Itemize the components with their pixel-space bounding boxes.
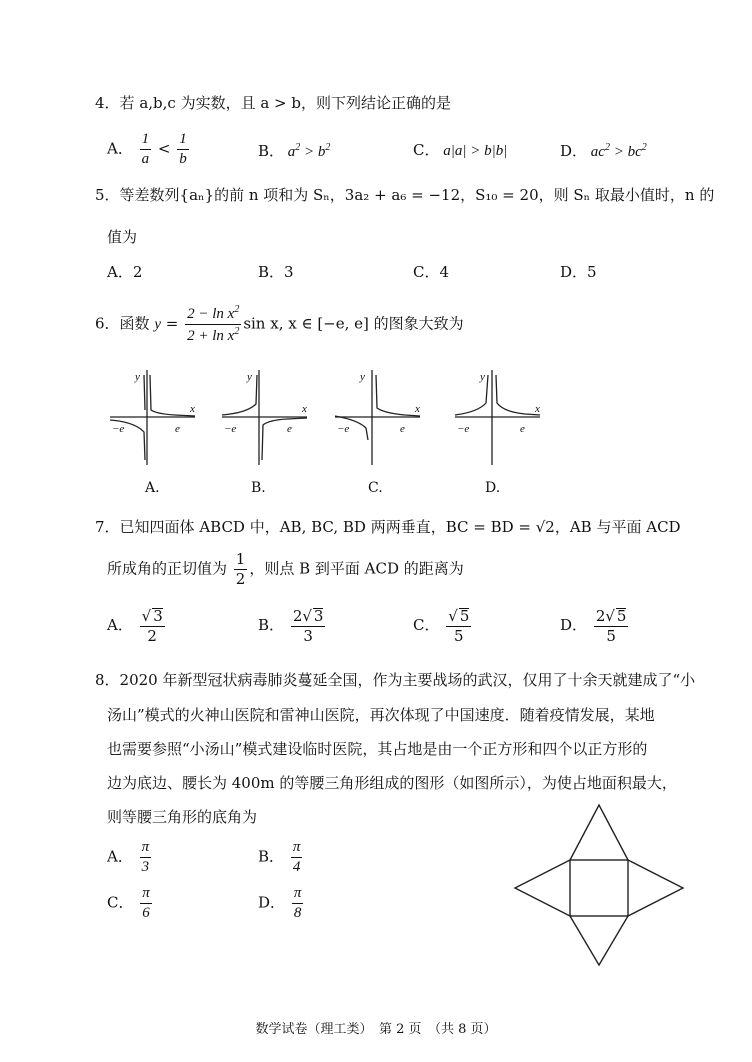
svg-text:x: x xyxy=(302,403,307,415)
graph-label-a: A. xyxy=(145,480,160,496)
graph-label-c: C. xyxy=(368,480,383,496)
q5-option-d: D．5 xyxy=(560,263,597,281)
graph-a xyxy=(110,370,195,465)
q5-stem-line1: 5．等差数列{aₙ}的前 n 项和为 Sₙ，3a₂ + a₆ = −12，S₁₀ = 20，则 Sₙ 取最小值时，n 的 xyxy=(95,186,715,204)
q6-stem: 6．函数 y = $\frac{2 - \ln x^2}{2 + \ln x^2}$ sin x, x ∈ [−e, e] 的图象大致为 xyxy=(95,304,464,344)
q8-line1: 8．2020 年新型冠状病毒肺炎蔓延全国，作为主要战场的武汉，仅用了十余天就建成了“小 xyxy=(95,671,696,689)
svg-text:y: y xyxy=(480,371,485,383)
q4-option-b: B． $a^2 > b^2$ xyxy=(258,142,331,160)
q8-option-c: C． $\frac{\pi}{6}$ xyxy=(107,885,150,921)
q7-stem-line1: 7．已知四面体 ABCD 中，AB, BC, BD 两两垂直，BC = BD = √2，AB 与平面 ACD xyxy=(95,518,681,536)
q5-option-b: B．3 xyxy=(258,263,294,281)
q4-option-d: D． $ac^2 > bc^2$ xyxy=(560,142,647,160)
q7-option-b: B． $\frac{2√ 3}{3}$ xyxy=(258,607,324,645)
graph-label-d: D. xyxy=(485,480,501,496)
graph-label-b: B. xyxy=(251,480,266,496)
q8-line2: 汤山”模式的火神山医院和雷神山医院，再次体现了中国速度．随着疫情发展，某地 xyxy=(107,706,655,724)
q4-option-c: C． a|a| > b|b| xyxy=(413,141,508,159)
q8-option-a: A． $\frac{\pi}{3}$ xyxy=(107,839,150,875)
svg-text:y: y xyxy=(135,371,140,383)
svg-text:e: e xyxy=(175,423,180,435)
q6-graphs xyxy=(95,360,565,470)
svg-text:e: e xyxy=(400,423,405,435)
svg-text:−e: −e xyxy=(457,423,470,435)
svg-text:y: y xyxy=(247,371,252,383)
q7-stem-line2: 所成角的正切值为 $\frac{1}{2}$ ，则点 B 到平面 ACD 的距离为 xyxy=(107,550,464,588)
svg-text:e: e xyxy=(520,423,525,435)
graph-c xyxy=(335,370,420,465)
svg-text:x: x xyxy=(190,403,195,415)
q5-option-a: A．2 xyxy=(107,263,143,281)
q8-line5: 则等腰三角形的底角为 xyxy=(107,808,258,826)
q7-option-c: C． $\frac{√ 5}{5}$ xyxy=(413,607,470,645)
q8-figure-square-triangles xyxy=(513,803,685,967)
svg-text:x: x xyxy=(415,403,420,415)
q8-option-b: B． $\frac{\pi}{4}$ xyxy=(258,839,301,875)
q7-option-a: A． $\frac{√ 3}{2}$ xyxy=(107,607,163,645)
svg-text:x: x xyxy=(535,403,540,415)
q8-option-d: D． $\frac{\pi}{8}$ xyxy=(258,885,302,921)
q5-option-c: C．4 xyxy=(413,263,450,281)
q8-line4: 边为底边、腰长为 400m 的等腰三角形组成的图形（如图所示），为使占地面积最大， xyxy=(107,774,677,792)
graph-b xyxy=(222,370,307,465)
svg-text:−e: −e xyxy=(224,423,237,435)
page-footer: 数学试卷（理工类） 第 2 页 （共 8 页） xyxy=(255,1022,497,1037)
graph-d xyxy=(455,370,540,465)
svg-text:e: e xyxy=(287,423,292,435)
q8-line3: 也需要参照“小汤山”模式建设临时医院，其占地是由一个正方形和四个以正方形的 xyxy=(107,740,648,758)
svg-text:y: y xyxy=(360,371,365,383)
svg-text:−e: −e xyxy=(337,423,350,435)
q7-option-d: D． $\frac{2√ 5}{5}$ xyxy=(560,607,627,645)
svg-text:−e: −e xyxy=(112,423,125,435)
q4-stem: 4．若 a,b,c 为实数，且 a > b，则下列结论正确的是 xyxy=(95,94,451,112)
q5-stem-line2: 值为 xyxy=(107,228,138,246)
q4-option-a: A． $\frac{1}{a}$ < $\frac{1}{b}$ xyxy=(107,131,187,167)
